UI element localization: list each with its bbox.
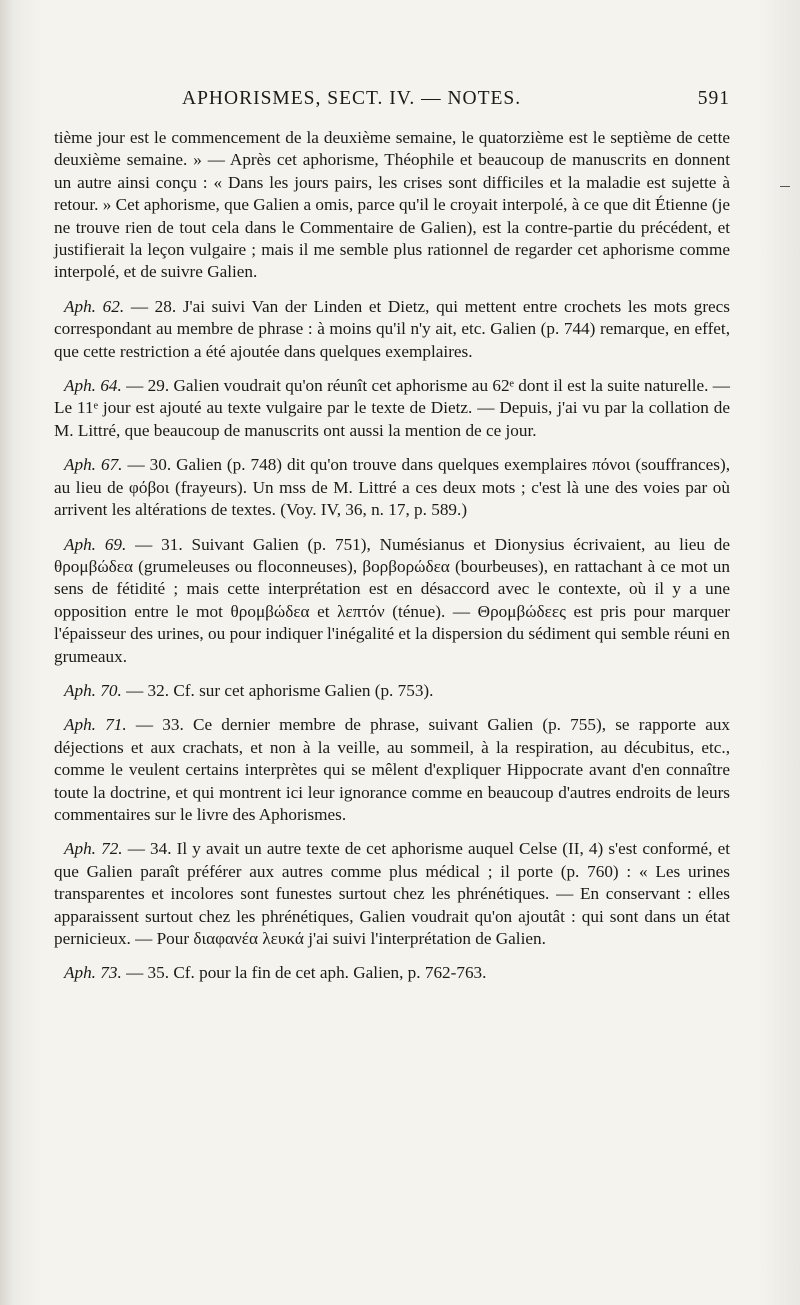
page-title: APHORISMES, SECT. IV. — NOTES. (182, 88, 522, 109)
note-text: — 28. J'ai suivi Van der Linden et Dietz, qui mettent entre crochets les mots grecs correspondant au membre de phrase : à moins qu'il n'y ait, etc. Galien (p. 744) remarque, en effet, que cette restriction a été ajoutée dans quelques exemplaires. (54, 296, 730, 361)
note-paragraph-aph-72 (54, 838, 730, 950)
note-text: — 31. Suivant Galien (p. 751), Numésianus et Dionysius écrivaient, au lieu de θρομβώδεα (grumeleuses ou floconneuses), βορβορώδεα (bourbeuses), en rattachant à ce mot un sens de fétidité ; mais cette interprétation est en désaccord avec le contexte, où il y a une opposition entre le mot θρομβώδεα et λεπτόν (ténue). — Θρομβώδεες est pris pour marquer l'épaisseur des urines, ou pour indiquer l'inégalité et la dispersion du sédiment qui semble réuni en grumeaux. (54, 534, 731, 666)
aphorism-label: Aph. 70. (64, 680, 122, 700)
note-text: — 34. Il y avait un autre texte de cet aphorisme auquel Celse (II, 4) s'est conformé, et que Galien paraît préférer aux autres comme plus médical ; il porte (p. 760) : « Les urines transparentes et incolores sont funestes surtout chez les phrénétiques. — En conservant : elles apparaissent surtout chez les phrénétiques, Galien voudrait qu'on ajoutât : qui sont dans un état pernicieux. — Pour διαφανέα λευκά j'ai suivi l'interprétation de Galien. (54, 839, 731, 948)
aphorism-label: Aph. 71. (64, 715, 127, 735)
note-text: tième jour est le commencement de la deuxième semaine, le quatorzième est le septième de cette deuxième semaine. » — Après cet aphorisme, Théophile et beaucoup de manuscrits en donnent un autre ainsi conçu : « Dans les jours pairs, les crises sont difficiles et la maladie est sujette à retour. » Cet aphorisme, que Galien a omis, parce qu'il le croyait interpolé, à ce que dit Étienne (je ne trouve rien de tout cela dans le Commentaire de Galien), est la contre-partie du précédent, et justifierait la leçon vulgaire ; mais il me semble plus rationnel de regarder cet aphorisme comme interpolé, et de suivre Galien. (54, 128, 730, 282)
note-paragraph-aph-70 (54, 680, 730, 702)
note-paragraph-aph-71 (54, 714, 730, 826)
note-text: — 30. Galien (p. 748) dit qu'on trouve dans quelques exemplaires πόνοι (souffrances), au lieu de φόβοι (frayeurs). Un mss de M. Littré a ces deux mots ; c'est là une des voies par où arrivent les altérations de textes. (Voy. IV, 36, n. 17, p. 589.) (54, 455, 731, 520)
running-head (54, 88, 730, 118)
aphorism-label: Aph. 73. (64, 963, 122, 983)
note-paragraph-aph-67 (54, 454, 730, 521)
page-number: 591 (697, 88, 730, 109)
aphorism-label: Aph. 62. (64, 296, 125, 316)
aphorism-label: Aph. 64. (64, 376, 122, 396)
note-text: — 35. Cf. pour la fin de cet aph. Galien, p. 762-763. (126, 963, 487, 983)
note-paragraph-aph-62 (54, 296, 730, 363)
margin-mark (780, 186, 790, 187)
aphorism-label: Aph. 72. (64, 839, 123, 859)
note-paragraph-aph-73 (54, 962, 730, 984)
note-text: — 29. Galien voudrait qu'on réunît cet aphorisme au 62ᵉ dont il est la suite naturelle. — Le 11ᵉ jour est ajouté au texte vulgaire par le texte de Dietz. — Depuis, j'ai vu par la collation de M. Littré, que beaucoup de manuscrits ont aussi la mention de ce jour. (54, 376, 730, 440)
note-paragraph-aph-69 (54, 534, 730, 668)
notes-body (54, 127, 730, 997)
note-paragraph-aph-64 (54, 375, 730, 442)
note-text: — 33. Ce dernier membre de phrase, suivant Galien (p. 755), se rapporte aux déjections et aux crachats, et non à la veille, au sommeil, à la respiration, au décubitus, etc., comme le veulent certains interprètes qui se mêlent d'expliquer Hippocrate avant d'en connaître toute la doctrine, et qui montrent ici leur ignorance comme en beaucoup d'autres endroits de leurs commentaires sur le livre des Aphorismes. (54, 715, 731, 824)
aphorism-label: Aph. 67. (64, 455, 123, 475)
note-text: — 32. Cf. sur cet aphorisme Galien (p. 753). (126, 680, 434, 700)
aphorism-label: Aph. 69. (64, 534, 127, 554)
note-paragraph-continuation (54, 127, 730, 284)
